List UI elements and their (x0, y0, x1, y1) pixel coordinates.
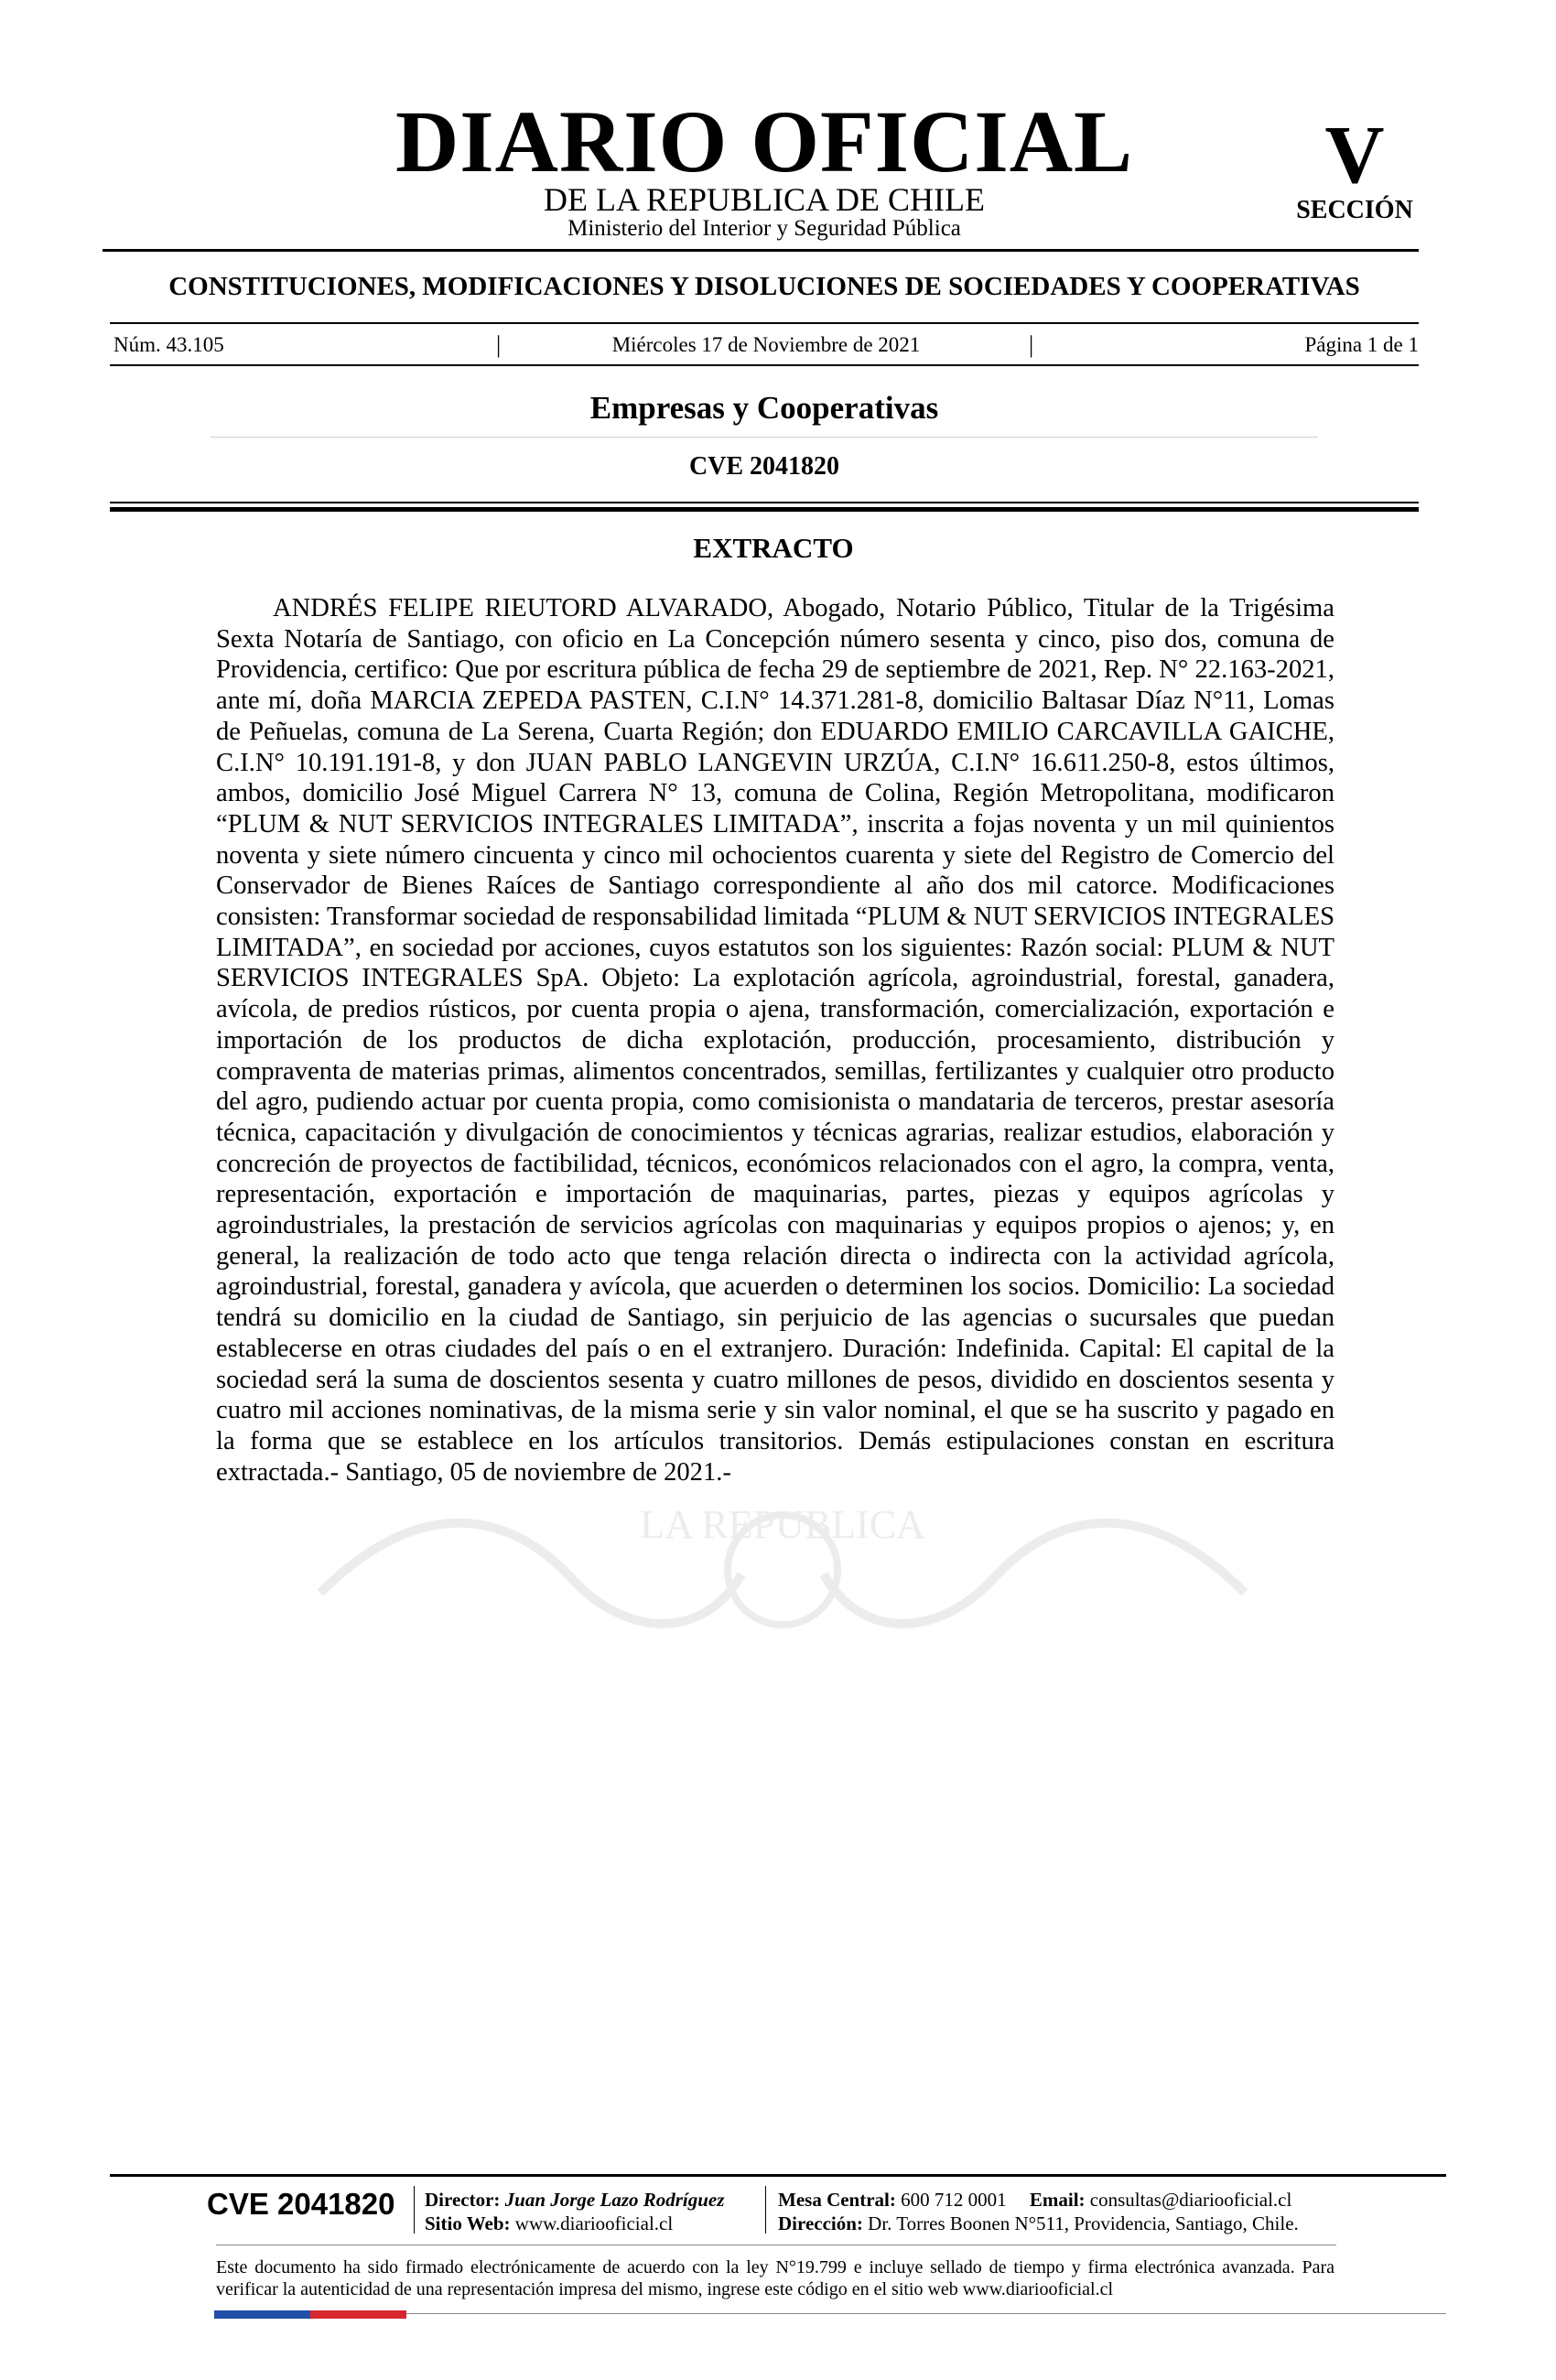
mesa-phone: 600 712 0001 (901, 2189, 1007, 2211)
extracto-body: ANDRÉS FELIPE RIEUTORD ALVARADO, Abogado, Notario Público, Titular de la Trigésima Sexta Notaría de Santiago, con oficio en La Concepción número sesenta y cinco, piso dos, comuna de Providencia, certifico: Que por escritura pública de fecha 29 de septiembre de 2021, Rep. N° 22.163-2021, ante mí, doña MARCIA ZEPEDA PASTEN, C.I.N° 14.371.281-8, domicilio Baltasar Díaz N°11, Lomas de Peñuelas, comuna de La Serena, Cuarta Región; don EDUARDO EMILIO CARCAVILLA GAICHE, C.I.N° 10.191.191-8, y don JUAN PABLO LANGEVIN URZÚA, C.I.N° 16.611.250-8, estos últimos, ambos, domicilio José Miguel Carrera N° 13, comuna de Colina, Región Metropolitana, modificaron “PLUM & NUT SERVICIOS INTEGRALES LIMITADA”, inscrita a fojas noventa y un mil quinientos noventa y siete número cincuenta y cinco mil ochocientos cuarenta y siete del Registro de Comercio del Conservador de Bienes Raíces de Santiago correspondiente al año dos mil catorce. Modificaciones consisten: Transformar sociedad de responsabilidad limitada “PLUM & NUT SERVICIOS INTEGRALES LIMITADA”, en sociedad por acciones, cuyos estatutos son los siguientes: Razón social: PLUM & NUT SERVICIOS INTEGRALES SpA. Objeto: La explotación agrícola, agroindustrial, forestal, ganadera, avícola, de predios rústicos, por cuenta propia o ajena, transformación, comercialización, exportación e importación de los productos de dicha explotación, producción, procesamiento, distribución y compraventa de materias primas, alimentos concentrados, semillas, fertilizantes y cualquier otro producto del agro, pudiendo actuar por cuenta propia, como comisionista o mandataria de terceros, prestar asesoría técnica, capacitación y divulgación de conocimientos y técnicas agrarias, realizar estudios, elaboración y concreción de proyectos de factibilidad, técnicos, económicos relacionados con el agro, la compra, venta, representación, exportación e importación de maquinarias, partes, piezas y equipos agrícolas y agroindustriales, la prestación de servicios agrícolas con maquinarias y equipos propios o ajenos; y, en general, la realización de todo acto que tenga relación directa o indirecta con la actividad agrícola, agroindustrial, forestal, ganadera y avícola, que acuerden o determinen los socios. Domicilio: La sociedad tendrá su domicilio en la ciudad de Santiago, sin perjuicio de las agencias o sucursales que puedan establecerse en otras ciudades del país o en el extranjero. Duración: Indefinida. Capital: El capital de la sociedad será la suma de doscientos sesenta y cuatro millones de pesos, dividido en doscientos sesenta y cuatro mil acciones nominativas, de la misma serie y sin valor nominal, el que se ha suscrito y pagado en la forma que se establece en los artículos transitorios. Demás estipulaciones constan en escritura extractada.- Santiago, 05 de noviembre de 2021.- (216, 594, 1334, 1487)
footer-director-block (425, 2188, 724, 2235)
footer-bottom-divider (406, 2313, 1446, 2314)
category-heading: CONSTITUCIONES, MODIFICACIONES Y DISOLUCIONES DE SOCIEDADES Y COOPERATIVAS (168, 272, 1360, 301)
issue-separator: | (1029, 331, 1034, 358)
issue-date: Miércoles 17 de Noviembre de 2021 (611, 333, 921, 356)
email-link[interactable]: consultas@diariooficial.cl (1089, 2189, 1292, 2211)
footer-column-divider (414, 2186, 415, 2234)
cve-code: CVE 2041820 (688, 452, 840, 481)
issue-separator: | (496, 331, 502, 358)
category-divider (110, 322, 1419, 324)
flag-red-segment (310, 2310, 406, 2319)
site-link[interactable]: www.diariooficial.cl (514, 2212, 674, 2234)
section-label: SECCIÓN (1296, 196, 1413, 224)
address-line (778, 2212, 1299, 2235)
mesa-label: Mesa Central: (778, 2189, 896, 2211)
flag-blue-segment (214, 2310, 310, 2319)
ministry-line: Ministerio del Interior y Seguridad Pública (567, 216, 961, 241)
heavy-divider-bottom (110, 507, 1419, 512)
contact-line (778, 2188, 1299, 2212)
masthead (0, 87, 1556, 243)
newspaper-title: DIARIO OFICIAL (394, 92, 1134, 190)
site-line (425, 2212, 724, 2235)
footer-cve-code: CVE 2041820 (207, 2187, 395, 2221)
group-title-underline (211, 437, 1318, 438)
email-label: Email: (1029, 2189, 1086, 2211)
address-value: Dr. Torres Boonen N°511, Providencia, Santiago, Chile. (868, 2212, 1299, 2234)
director-name: Juan Jorge Lazo Rodríguez (504, 2189, 725, 2211)
section-number: V (1324, 110, 1385, 200)
footer-top-divider (110, 2174, 1446, 2177)
section-marker (1281, 110, 1428, 224)
masthead-divider (103, 249, 1419, 252)
address-label: Dirección: (778, 2212, 863, 2234)
heavy-divider-top (110, 502, 1419, 503)
page-count: Página 1 de 1 (1304, 333, 1419, 356)
issue-divider (110, 364, 1419, 366)
director-line (425, 2188, 724, 2212)
group-title: Empresas y Cooperativas (589, 390, 939, 426)
signature-notice: Este documento ha sido firmado electrónicamente de acuerdo con la ley N°19.799 e incluye sellado de tiempo y firma electrónica avanzada. Para verificar la autenticidad de una representación impresa del mismo, ingrese este código en el sitio web www.diariooficial.cl (216, 2257, 1334, 2299)
footer-column-divider (765, 2186, 766, 2234)
newspaper-subtitle: DE LA REPUBLICA DE CHILE (544, 181, 985, 218)
watermark-seal (302, 1483, 1263, 1657)
footer-contact-block (778, 2188, 1299, 2235)
issue-number: Núm. 43.105 (113, 333, 224, 356)
issue-info-row (113, 331, 1419, 359)
watermark-text: LA REPUBLICA (640, 1502, 925, 1547)
director-label: Director: (425, 2189, 501, 2211)
extracto-title: EXTRACTO (693, 532, 854, 564)
site-label: Sitio Web: (425, 2212, 511, 2234)
chile-flag-stripe (214, 2310, 406, 2319)
